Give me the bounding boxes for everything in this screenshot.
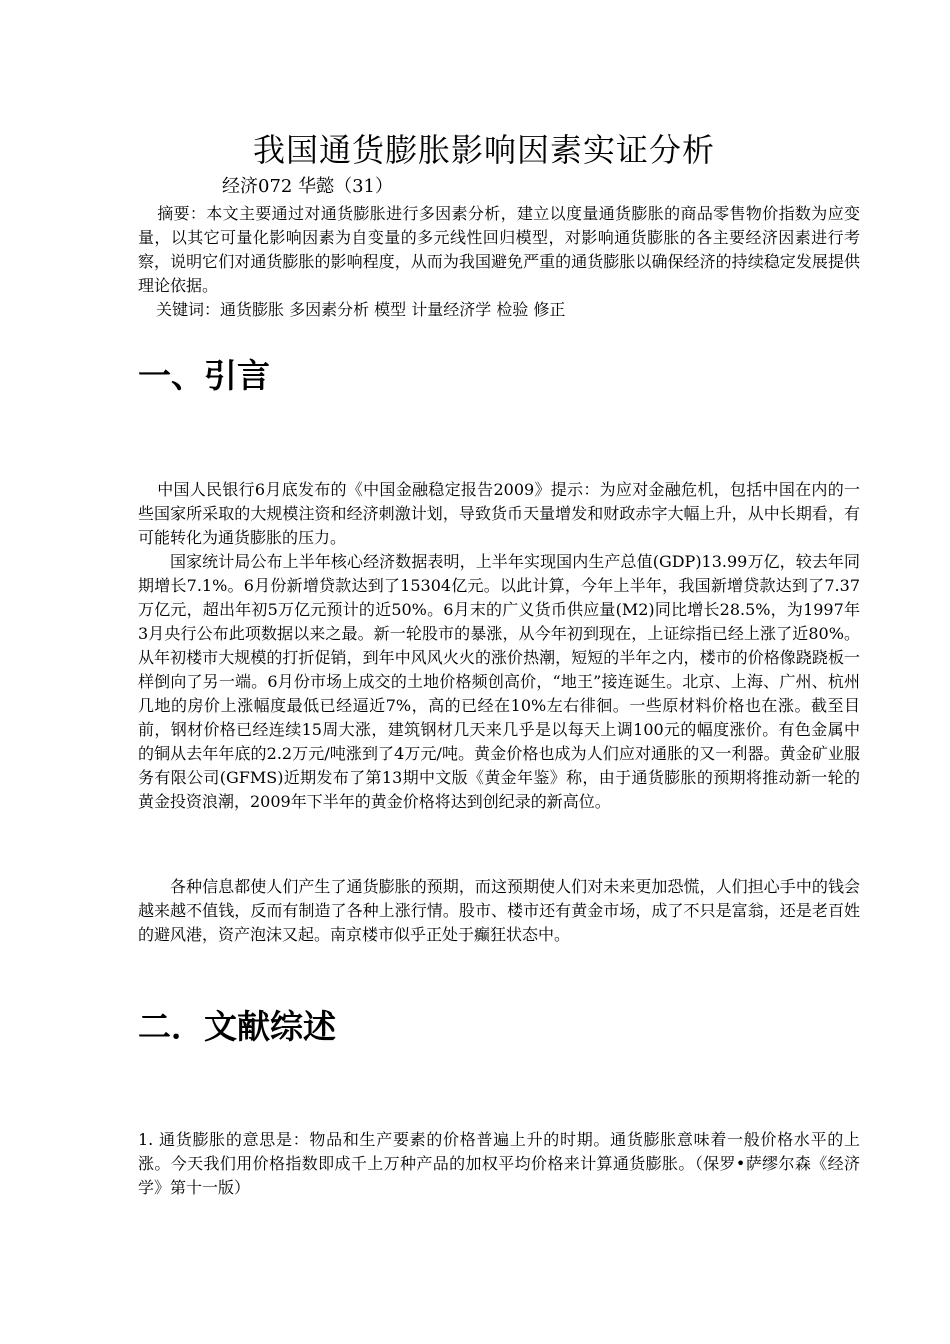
body-paragraph: 1. 通货膨胀的意思是：物品和生产要素的价格普遍上升的时期。通货膨胀意味着一般价格水平的上涨。今天我们用价格指数即成千上万种产品的加权平均价格来计算通货膨胀。（保罗•萨缪尔森《经济学》第十一版） bbox=[138, 1130, 860, 1197]
body-paragraph: 中国人民银行6月底发布的《中国金融稳定报告2009》提示：为应对金融危机，包括中国在内的一些国家所采取的大规模注资和经济刺激计划，导致货币天量增发和财政赤字大幅上升，从中长期看，有可能转化为通货膨胀的压力。 bbox=[138, 480, 860, 547]
abstract-paragraph: 摘要：本文主要通过对通货膨胀进行多因素分析，建立以度量通货膨胀的商品零售物价指数为应变量，以其它可量化影响因素为自变量的多元线性回归模型，对影响通货膨胀的各主要经济因素进行考察，说明它们对通货膨胀的影响程度，从而为我国避免严重的通货膨胀以确保经济的持续稳定发展提供理论依据。 bbox=[138, 204, 860, 295]
body-paragraph: 各种信息都使人们产生了通货膨胀的预期，而这预期使人们对未来更加恐慌，人们担心手中的钱会越来越不值钱，反而有制造了各种上涨行情。股市、楼市还有黄金市场，成了不只是富翁，还是老百姓的避风港，资产泡沫又起。南京楼市似乎正处于癫狂状态中。 bbox=[138, 877, 860, 944]
document-title: 我国通货膨胀影响因素实证分析 bbox=[252, 131, 715, 169]
author-line: 经济072 华懿（31） bbox=[222, 176, 393, 197]
section-heading-literature-review: 二．文献综述 bbox=[138, 1007, 336, 1046]
section-heading-introduction: 一、引言 bbox=[138, 356, 270, 395]
body-paragraph: 国家统计局公布上半年核心经济数据表明，上半年实现国内生产总值(GDP)13.99万亿，较去年同期增长7.1%。6月份新增贷款达到了15304亿元。以此计算，今年上半年，我国新增贷款达到了7.37万亿元，超出年初5万亿元预计的近50%。6月末的广义货币供应量(M2)同比增长28.5%，为1997年3月央行公布此项数据以来之最。新一轮股市的暴涨，从今年初到现在，上证综指已经上涨了近80%。从年初楼市大规模的打折促销，到年中风风火火的涨价热潮，短短的半年之内，楼市的价格像跷跷板一样倒向了另一端。6月份市场上成交的土地价格频创高价，“地王”接连诞生。北京、上海、广州、杭州几地的房价上涨幅度最低已经逼近7%，高的已经在10%左右徘徊。一些原材料价格也在涨。截至目前，钢材价格已经连续15周大涨，建筑钢材几天来几乎是以每天上调100元的幅度涨价。有色金属中的铜从去年年底的2.2万元/吨涨到了4万元/吨。黄金价格也成为人们应对通胀的又一利器。黄金矿业服务有限公司(GFMS)近期发布了第13期中文版《黄金年鉴》称，由于通货膨胀的预期将推动新一轮的黄金投资浪潮，2009年下半年的黄金价格将达到创纪录的新高位。 bbox=[138, 552, 860, 811]
keywords-line: 关键词：通货膨胀 多因素分析 模型 计量经济学 检验 修正 bbox=[156, 300, 566, 319]
